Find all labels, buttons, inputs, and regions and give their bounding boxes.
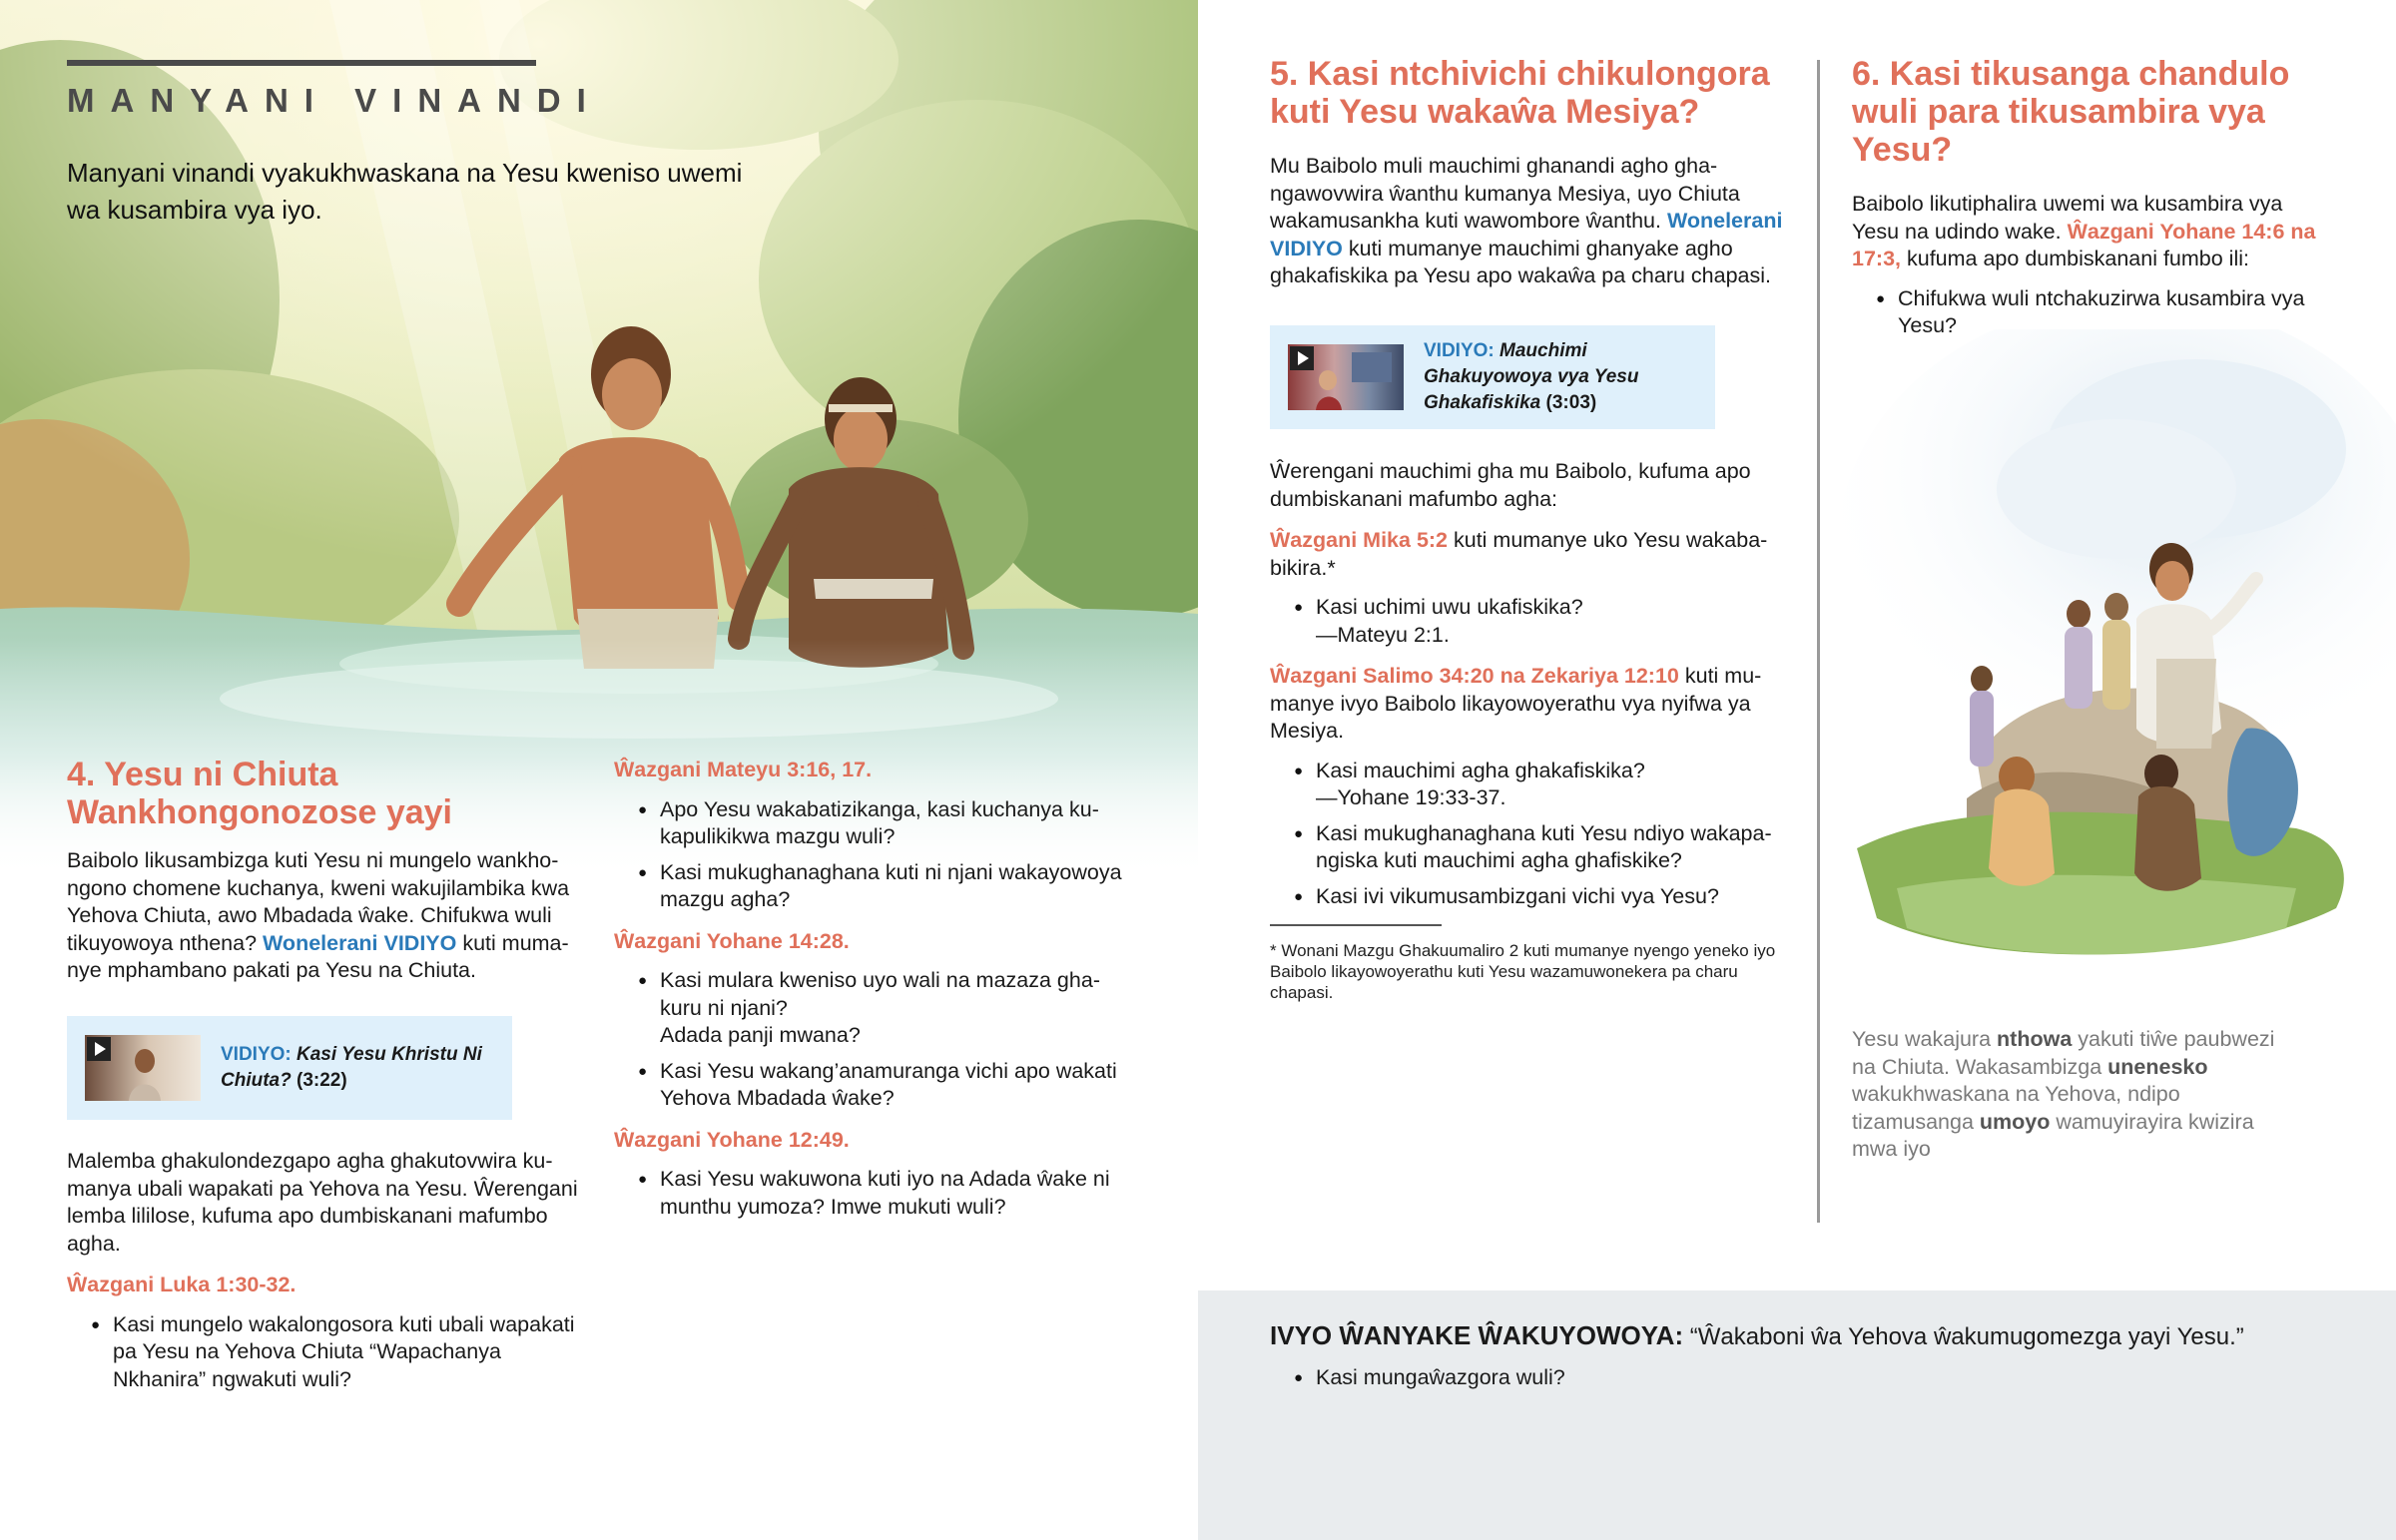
section-5-paragraph <box>1270 153 1789 290</box>
question-item: ● Kasi mukughanaghana kuti Yesu ndiyo wakapangiska kuti mauchimi agha ghafiskike? <box>1270 820 1789 875</box>
video-box-prophecies[interactable] <box>1270 325 1715 429</box>
video-thumbnail[interactable] <box>1288 344 1404 410</box>
watch-video-link[interactable]: Wonelerani VIDIYO <box>1270 209 1783 260</box>
question-item: ● Kasi mungelo wakalongosora kuti ubali wapakati pa Yesu na Yehova Chiuta “Wapachanya Nkhanira” ngwakuti wuli? <box>67 1311 586 1394</box>
section-4-paragraph-2: Malemba ghakulondezgapo agha ghakutovwira kumanya ubali wapakati pa Yehova na Yesu. Ŵerengani lemba lililose, kufuma apo dumbiskanani mafumbo agha. <box>67 1149 578 1256</box>
video-title: Mauchimi Ghakuyowoya vya Yesu Ghakafiskika <box>1424 340 1639 413</box>
scripture-ref-salimo-paragraph <box>1270 663 1789 746</box>
question-item: ● Apo Yesu wakabatizikanga, kasi kuchanya kukapulikikwa mazgu wuli? <box>614 796 1133 851</box>
question-item <box>1270 594 1789 649</box>
play-icon[interactable] <box>87 1037 111 1061</box>
watch-video-link[interactable]: Wonelerani VIDIYO <box>263 930 457 955</box>
scripture-ref-mika-paragraph <box>1270 527 1789 582</box>
video-label: VIDIYO: <box>1424 340 1495 361</box>
caption-keyword: nthowa <box>1997 1027 2073 1051</box>
section-6-title: 6. Kasi tikusanga chandulo wuli para tikusambira vya Yesu? <box>1852 55 2290 169</box>
caption-text: Yesu wakajura <box>1852 1027 1998 1051</box>
section-4-continued <box>67 1148 586 1401</box>
video-caption <box>221 1042 494 1094</box>
video-duration: (3:22) <box>297 1070 347 1091</box>
scripture-ref-mateyu: Ŵazgani Mateyu 3:16, 17. <box>614 758 873 781</box>
video-duration: (3:03) <box>1545 392 1597 413</box>
question-text: —Yohane 19:33-37. <box>1316 785 1506 809</box>
intro-text: Manyani vinandi vyakukhwaskana na Yesu kweniso uwemi wa kusambira vya iyo. <box>67 158 743 225</box>
question-item: ● Kasi mukughanaghana kuti ni njani wakayowoya mazgu agha? <box>614 859 1133 914</box>
section-5-paragraph-2: Ŵerengani mauchimi gha mu Baibolo, kufuma apo dumbiskanani mafumbo agha: <box>1270 459 1751 511</box>
section-4 <box>67 756 586 985</box>
question-item: ● Kasi Yesu wakang’anamuranga vichi apo wakati Yehova Mbadada ŵake? <box>614 1058 1133 1113</box>
question-item: ● Chifukwa wuli ntchakuzirwa kusambira vya Yesu? <box>1852 285 2321 340</box>
baptism-illustration <box>0 0 1198 878</box>
scripture-ref-luka: Ŵazgani Luka 1:30-32. <box>67 1273 297 1296</box>
scripture-ref-salimo: Ŵazgani Salimo 34:20 na Zekariya 12:10 <box>1270 664 1679 688</box>
question-list <box>614 796 1133 914</box>
video-label: VIDIYO: <box>221 1044 292 1065</box>
play-icon[interactable] <box>1290 346 1314 370</box>
section-6-paragraph <box>1852 191 2321 273</box>
question-text: —Mateyu 2:1. <box>1316 622 1450 647</box>
left-column-2 <box>614 757 1133 1229</box>
video-title: Kasi Yesu Khristu Ni Chiuta? <box>221 1044 482 1091</box>
scripture-ref-mika: Ŵazgani Mika 5:2 <box>1270 528 1449 552</box>
others-say-label: IVYO ŴANYAKE ŴAKUYOWOYA: <box>1270 1320 1684 1350</box>
question-item: ● Kasi ivi vikumusambizgani vichi vya Yesu? <box>1270 883 1789 911</box>
others-say-quote: “Ŵakaboni ŵa Yehova ŵakumugomezga yayi Yesu.” <box>1683 1323 2244 1350</box>
question-item: ● Kasi mungaŵazgora wuli? <box>1270 1364 1969 1392</box>
scripture-ref-yohane-12-49: Ŵazgani Yohane 12:49. <box>614 1127 850 1152</box>
right-page <box>1198 0 2396 1540</box>
question-text: Adada panji mwana? <box>660 1023 861 1047</box>
paragraph-text: kufuma apo dumbiskanani fumbo ili: <box>1901 247 2249 270</box>
section-5-title: 5. Kasi ntchivichi chikulongora kuti Yesu wakaŵa Mesiya? <box>1270 55 1770 131</box>
paragraph-text: kuti mumanye mphambano pakati pa Yesu na Chiuta. <box>67 930 569 982</box>
caption-keyword: unenesko <box>2107 1054 2208 1079</box>
question-item <box>614 967 1133 1050</box>
question-text: Kasi mauchimi agha ghakafiskika? <box>1316 758 1645 782</box>
others-say-box <box>1198 1290 2396 1540</box>
footnote-rule <box>1270 924 1442 926</box>
paragraph-text: Mu Baibolo muli mauchimi ghanandi agho ghangawovwira ŵanthu kumanya Mesiya, uyo Chiuta wakamusankha kuti wawombore ŵanthu. <box>1270 154 1740 233</box>
caption-text: yakuti tiŵe paubwezi na Chiuta. Wakasambizga <box>1852 1027 2275 1079</box>
question-list <box>1270 758 1789 911</box>
paragraph-text: kuti mumanye ivyo Baibolo likayowoyerathu vya nyifwa ya Mesiya. <box>1270 664 1762 743</box>
question-list <box>1270 1364 1969 1400</box>
question-list <box>1270 594 1789 649</box>
caption-text: wakukhwaskana na Yehova, ndipo tizamusanga <box>1852 1082 2180 1134</box>
section-5 <box>1270 55 1789 290</box>
scripture-ref-yohane-14-28: Ŵazgani Yohane 14:28. <box>614 928 850 953</box>
question-text: Kasi mulara kweniso uyo wali na mazaza ghakuru ni njani? <box>660 968 1100 1020</box>
video-thumbnail[interactable] <box>85 1035 201 1101</box>
section-5-continued <box>1270 458 1789 1003</box>
question-list <box>614 967 1133 1113</box>
caption-keyword: umoyo <box>1979 1109 2051 1134</box>
question-item <box>1270 758 1789 812</box>
footnote: * Wonani Mazgu Ghakuumaliro 2 kuti mumanye nyengo yeneko iyo Baibolo likayowoyerathu kuti Yesu wazamuwonekera pa charu chapasi. <box>1270 941 1776 1002</box>
question-text: Kasi uchimi uwu ukafiskika? <box>1316 595 1583 619</box>
video-caption <box>1424 338 1697 416</box>
video-box-jesus-god[interactable] <box>67 1016 512 1120</box>
paragraph-text: Baibolo likusambizga kuti Yesu ni mungelo wankhongono chomene kuchanya, kweni wakujilambika kwa Yehova Chiuta, awo Mbadada ŵake. Chifukwa wuli tikuyowoya nthena? <box>67 848 570 955</box>
scripture-ref-yohane-14-6: Ŵazgani Yohane 14:6 na 17:3, <box>1852 219 2316 270</box>
paragraph-text: Baibolo likutiphalira uwemi wa kusambira vya Yesu na udindo wake. <box>1852 192 2283 244</box>
jesus-teaching-illustration <box>1817 329 2396 1008</box>
others-say-statement <box>1270 1319 2244 1353</box>
paragraph-text: kuti mumanye mauchimi ghanyake agho ghakafiskika pa Yesu apo wakaŵa pa charu chapasi. <box>1270 236 1772 287</box>
section-4-paragraph <box>67 847 586 985</box>
question-list <box>67 1311 586 1394</box>
illustration-caption <box>1852 1026 2281 1164</box>
header-bar <box>67 60 536 66</box>
section-4-title: 4. Yesu ni Chiuta Wankhongonozose yayi <box>67 756 453 831</box>
question-item: ● Kasi Yesu wakuwona kuti iyo na Adada ŵake ni munthu yumoza? Imwe mukuti wuli? <box>614 1166 1133 1221</box>
page-title: MANYANI VINANDI <box>67 82 602 119</box>
caption-text: wamuyirayira kwizira mwa iyo <box>1852 1109 2254 1161</box>
section-6 <box>1852 55 2321 348</box>
paragraph-text: kuti mumanye uko Yesu wakababikira.* <box>1270 528 1768 580</box>
question-list <box>614 1166 1133 1221</box>
